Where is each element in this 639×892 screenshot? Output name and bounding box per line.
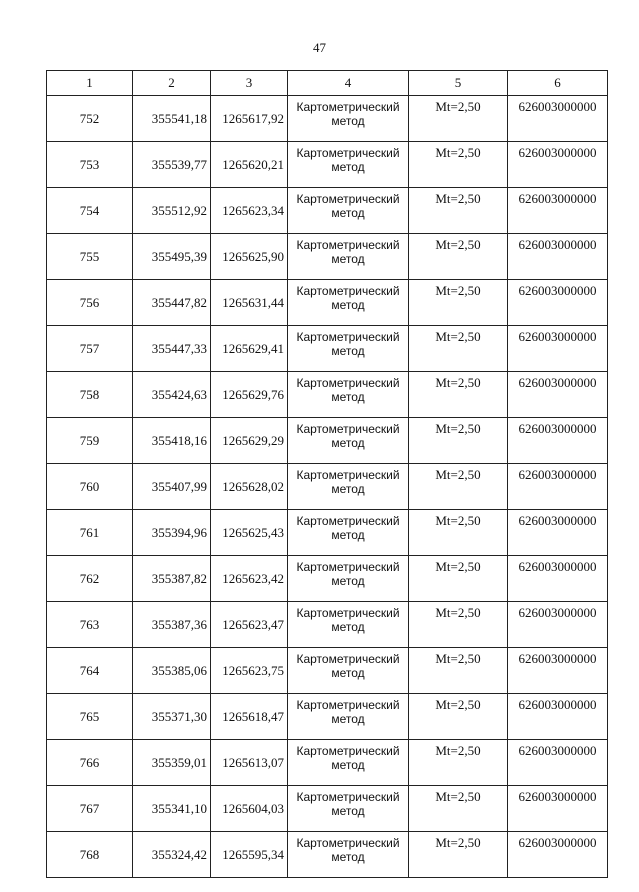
point-number-cell: 764 (47, 648, 133, 694)
x-coordinate-cell: 355387,82 (133, 556, 211, 602)
cadastral-code-cell: 626003000000 (508, 556, 608, 602)
y-coordinate-cell: 1265628,02 (211, 464, 288, 510)
table-row (47, 510, 608, 556)
table-row (47, 602, 608, 648)
column-header: 2 (133, 71, 211, 96)
method-cell: Картометрический метод (288, 510, 409, 556)
accuracy-cell: Mt=2,50 (409, 372, 508, 418)
cadastral-code-cell: 626003000000 (508, 234, 608, 280)
y-coordinate-cell: 1265618,47 (211, 694, 288, 740)
method-cell: Картометрический метод (288, 280, 409, 326)
table-row (47, 142, 608, 188)
coordinates-table (46, 70, 608, 878)
y-coordinate-cell: 1265629,29 (211, 418, 288, 464)
accuracy-cell: Mt=2,50 (409, 464, 508, 510)
table-row (47, 694, 608, 740)
cadastral-code-cell: 626003000000 (508, 142, 608, 188)
x-coordinate-cell: 355541,18 (133, 96, 211, 142)
point-number-cell: 759 (47, 418, 133, 464)
x-coordinate-cell: 355539,77 (133, 142, 211, 188)
method-cell: Картометрический метод (288, 464, 409, 510)
point-number-cell: 757 (47, 326, 133, 372)
cadastral-code-cell: 626003000000 (508, 648, 608, 694)
point-number-cell: 761 (47, 510, 133, 556)
cadastral-code-cell: 626003000000 (508, 464, 608, 510)
y-coordinate-cell: 1265620,21 (211, 142, 288, 188)
accuracy-cell: Mt=2,50 (409, 694, 508, 740)
accuracy-cell: Mt=2,50 (409, 142, 508, 188)
accuracy-cell: Mt=2,50 (409, 786, 508, 832)
point-number-cell: 758 (47, 372, 133, 418)
accuracy-cell: Mt=2,50 (409, 648, 508, 694)
accuracy-cell: Mt=2,50 (409, 602, 508, 648)
y-coordinate-cell: 1265623,75 (211, 648, 288, 694)
point-number-cell: 768 (47, 832, 133, 878)
table-row (47, 326, 608, 372)
method-cell: Картометрический метод (288, 694, 409, 740)
x-coordinate-cell: 355495,39 (133, 234, 211, 280)
method-cell: Картометрический метод (288, 648, 409, 694)
table-row (47, 234, 608, 280)
y-coordinate-cell: 1265625,90 (211, 234, 288, 280)
x-coordinate-cell: 355371,30 (133, 694, 211, 740)
y-coordinate-cell: 1265617,92 (211, 96, 288, 142)
x-coordinate-cell: 355407,99 (133, 464, 211, 510)
point-number-cell: 767 (47, 786, 133, 832)
y-coordinate-cell: 1265623,42 (211, 556, 288, 602)
accuracy-cell: Mt=2,50 (409, 326, 508, 372)
cadastral-code-cell: 626003000000 (508, 418, 608, 464)
column-header: 6 (508, 71, 608, 96)
method-cell: Картометрический метод (288, 142, 409, 188)
accuracy-cell: Mt=2,50 (409, 96, 508, 142)
cadastral-code-cell: 626003000000 (508, 832, 608, 878)
table-row (47, 96, 608, 142)
point-number-cell: 765 (47, 694, 133, 740)
x-coordinate-cell: 355359,01 (133, 740, 211, 786)
cadastral-code-cell: 626003000000 (508, 740, 608, 786)
cadastral-code-cell: 626003000000 (508, 602, 608, 648)
table-row (47, 786, 608, 832)
table-row (47, 372, 608, 418)
point-number-cell: 760 (47, 464, 133, 510)
y-coordinate-cell: 1265623,34 (211, 188, 288, 234)
accuracy-cell: Mt=2,50 (409, 510, 508, 556)
point-number-cell: 762 (47, 556, 133, 602)
x-coordinate-cell: 355385,06 (133, 648, 211, 694)
point-number-cell: 753 (47, 142, 133, 188)
table-row (47, 418, 608, 464)
point-number-cell: 756 (47, 280, 133, 326)
cadastral-code-cell: 626003000000 (508, 96, 608, 142)
column-header: 5 (409, 71, 508, 96)
table-row (47, 464, 608, 510)
cadastral-code-cell: 626003000000 (508, 786, 608, 832)
method-cell: Картометрический метод (288, 786, 409, 832)
y-coordinate-cell: 1265595,34 (211, 832, 288, 878)
x-coordinate-cell: 355447,82 (133, 280, 211, 326)
point-number-cell: 755 (47, 234, 133, 280)
y-coordinate-cell: 1265613,07 (211, 740, 288, 786)
y-coordinate-cell: 1265604,03 (211, 786, 288, 832)
cadastral-code-cell: 626003000000 (508, 694, 608, 740)
method-cell: Картометрический метод (288, 96, 409, 142)
point-number-cell: 754 (47, 188, 133, 234)
cadastral-code-cell: 626003000000 (508, 188, 608, 234)
method-cell: Картометрический метод (288, 234, 409, 280)
column-header: 4 (288, 71, 409, 96)
accuracy-cell: Mt=2,50 (409, 418, 508, 464)
method-cell: Картометрический метод (288, 372, 409, 418)
method-cell: Картометрический метод (288, 326, 409, 372)
page-number: 47 (313, 40, 326, 55)
column-header: 3 (211, 71, 288, 96)
header-row (47, 71, 608, 96)
x-coordinate-cell: 355512,92 (133, 188, 211, 234)
x-coordinate-cell: 355387,36 (133, 602, 211, 648)
x-coordinate-cell: 355394,96 (133, 510, 211, 556)
x-coordinate-cell: 355424,63 (133, 372, 211, 418)
method-cell: Картометрический метод (288, 832, 409, 878)
accuracy-cell: Mt=2,50 (409, 188, 508, 234)
y-coordinate-cell: 1265623,47 (211, 602, 288, 648)
method-cell: Картометрический метод (288, 602, 409, 648)
x-coordinate-cell: 355418,16 (133, 418, 211, 464)
column-header: 1 (47, 71, 133, 96)
accuracy-cell: Mt=2,50 (409, 832, 508, 878)
point-number-cell: 766 (47, 740, 133, 786)
table-row (47, 832, 608, 878)
cadastral-code-cell: 626003000000 (508, 280, 608, 326)
table-row (47, 280, 608, 326)
method-cell: Картометрический метод (288, 556, 409, 602)
cadastral-code-cell: 626003000000 (508, 510, 608, 556)
method-cell: Картометрический метод (288, 188, 409, 234)
method-cell: Картометрический метод (288, 740, 409, 786)
point-number-cell: 763 (47, 602, 133, 648)
y-coordinate-cell: 1265629,76 (211, 372, 288, 418)
point-number-cell: 752 (47, 96, 133, 142)
y-coordinate-cell: 1265629,41 (211, 326, 288, 372)
table-row (47, 740, 608, 786)
table-row (47, 188, 608, 234)
table-header (47, 71, 608, 96)
x-coordinate-cell: 355341,10 (133, 786, 211, 832)
accuracy-cell: Mt=2,50 (409, 280, 508, 326)
x-coordinate-cell: 355324,42 (133, 832, 211, 878)
y-coordinate-cell: 1265631,44 (211, 280, 288, 326)
cadastral-code-cell: 626003000000 (508, 326, 608, 372)
accuracy-cell: Mt=2,50 (409, 740, 508, 786)
y-coordinate-cell: 1265625,43 (211, 510, 288, 556)
x-coordinate-cell: 355447,33 (133, 326, 211, 372)
table-row (47, 648, 608, 694)
table-row (47, 556, 608, 602)
accuracy-cell: Mt=2,50 (409, 556, 508, 602)
method-cell: Картометрический метод (288, 418, 409, 464)
accuracy-cell: Mt=2,50 (409, 234, 508, 280)
table-body (47, 96, 608, 878)
cadastral-code-cell: 626003000000 (508, 372, 608, 418)
